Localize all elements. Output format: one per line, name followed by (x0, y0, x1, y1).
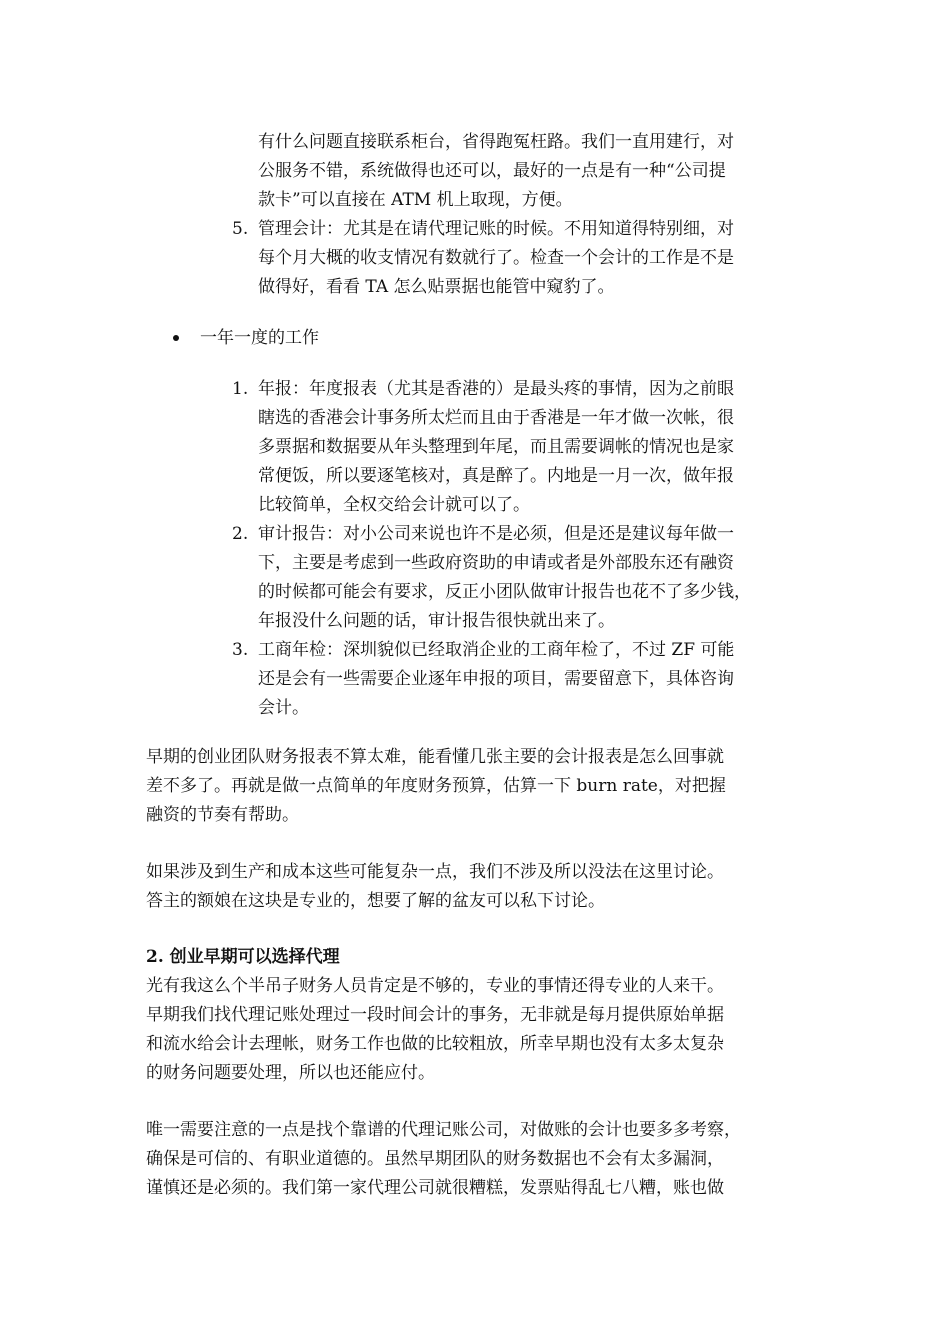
list-item-continued-line: 有什么问题直接联系柜台，省得跑冤枉路。我们一直用建行，对 (258, 132, 734, 152)
paragraph-line: 和流水给会计去理帐，财务工作也做的比较粗放，所幸早期也没有太多太复杂 (146, 1034, 724, 1054)
list-item-line: 年报：年度报表（尤其是香港的）是最头疼的事情，因为之前眼 (258, 379, 734, 399)
paragraph-line: 如果涉及到生产和成本这些可能复杂一点，我们不涉及所以没法在这里讨论。 (146, 862, 724, 882)
paragraph-line: 答主的额娘在这块是专业的，想要了解的盆友可以私下讨论。 (146, 891, 605, 911)
list-item-line: 管理会计：尤其是在请代理记账的时候。不用知道得特别细，对 (258, 219, 734, 239)
list-item-line: 每个月大概的收支情况有数就行了。检查一个会计的工作是不是 (258, 248, 734, 268)
list-item-number: 1. (232, 379, 249, 399)
list-item-number: 5. (232, 219, 249, 239)
list-item-continued-line: 款卡”可以直接在 ATM 机上取现，方便。 (258, 190, 573, 210)
bullet-label: 一年一度的工作 (200, 328, 319, 348)
bullet-icon (173, 335, 179, 341)
list-item-line: 瞎选的香港会计事务所太烂而且由于香港是一年才做一次帐，很 (258, 408, 734, 428)
list-item-line: 常便饭，所以要逐笔核对，真是醉了。内地是一月一次，做年报 (258, 466, 734, 486)
paragraph-line: 融资的节奏有帮助。 (146, 805, 299, 825)
list-item-line: 年报没什么问题的话，审计报告很快就出来了。 (258, 611, 615, 631)
list-item-line: 会计。 (258, 698, 309, 718)
list-item-number: 2. (232, 524, 249, 544)
paragraph-line: 确保是可信的、有职业道德的。虽然早期团队的财务数据也不会有太多漏洞， (146, 1149, 724, 1169)
paragraph-line: 谨慎还是必须的。我们第一家代理公司就很糟糕，发票贴得乱七八糟，账也做 (146, 1178, 724, 1198)
paragraph-line: 光有我这么个半吊子财务人员肯定是不够的，专业的事情还得专业的人来干。 (146, 976, 724, 996)
list-item-line: 做得好，看看 TA 怎么贴票据也能管中窥豹了。 (258, 277, 615, 297)
list-item-line: 的时候都可能会有要求，反正小团队做审计报告也花不了多少钱， (258, 582, 751, 602)
list-item-line: 还是会有一些需要企业逐年申报的项目，需要留意下，具体咨询 (258, 669, 734, 689)
paragraph-line: 早期的创业团队财务报表不算太难，能看懂几张主要的会计报表是怎么回事就 (146, 747, 724, 767)
list-item-continued-line: 公服务不错，系统做得也还可以，最好的一点是有一种“公司提 (258, 161, 726, 181)
section-heading: 2. 创业早期可以选择代理 (146, 947, 340, 967)
list-item-line: 下，主要是考虑到一些政府资助的申请或者是外部股东还有融资 (258, 553, 734, 573)
paragraph-line: 早期我们找代理记账处理过一段时间会计的事务，无非就是每月提供原始单据 (146, 1005, 724, 1025)
list-item-line: 审计报告：对小公司来说也许不是必须，但是还是建议每年做一 (258, 524, 734, 544)
list-item-line: 比较简单，全权交给会计就可以了。 (258, 495, 530, 515)
paragraph-line: 的财务问题要处理，所以也还能应付。 (146, 1063, 435, 1083)
paragraph-line: 唯一需要注意的一点是找个靠谱的代理记账公司，对做账的会计也要多多考察， (146, 1120, 741, 1140)
list-item-line: 多票据和数据要从年头整理到年尾，而且需要调帐的情况也是家 (258, 437, 734, 457)
paragraph-line: 差不多了。再就是做一点简单的年度财务预算，估算一下 burn rate，对把握 (146, 776, 726, 796)
list-item-line: 工商年检：深圳貌似已经取消企业的工商年检了，不过 ZF 可能 (258, 640, 735, 660)
list-item-number: 3. (232, 640, 249, 660)
